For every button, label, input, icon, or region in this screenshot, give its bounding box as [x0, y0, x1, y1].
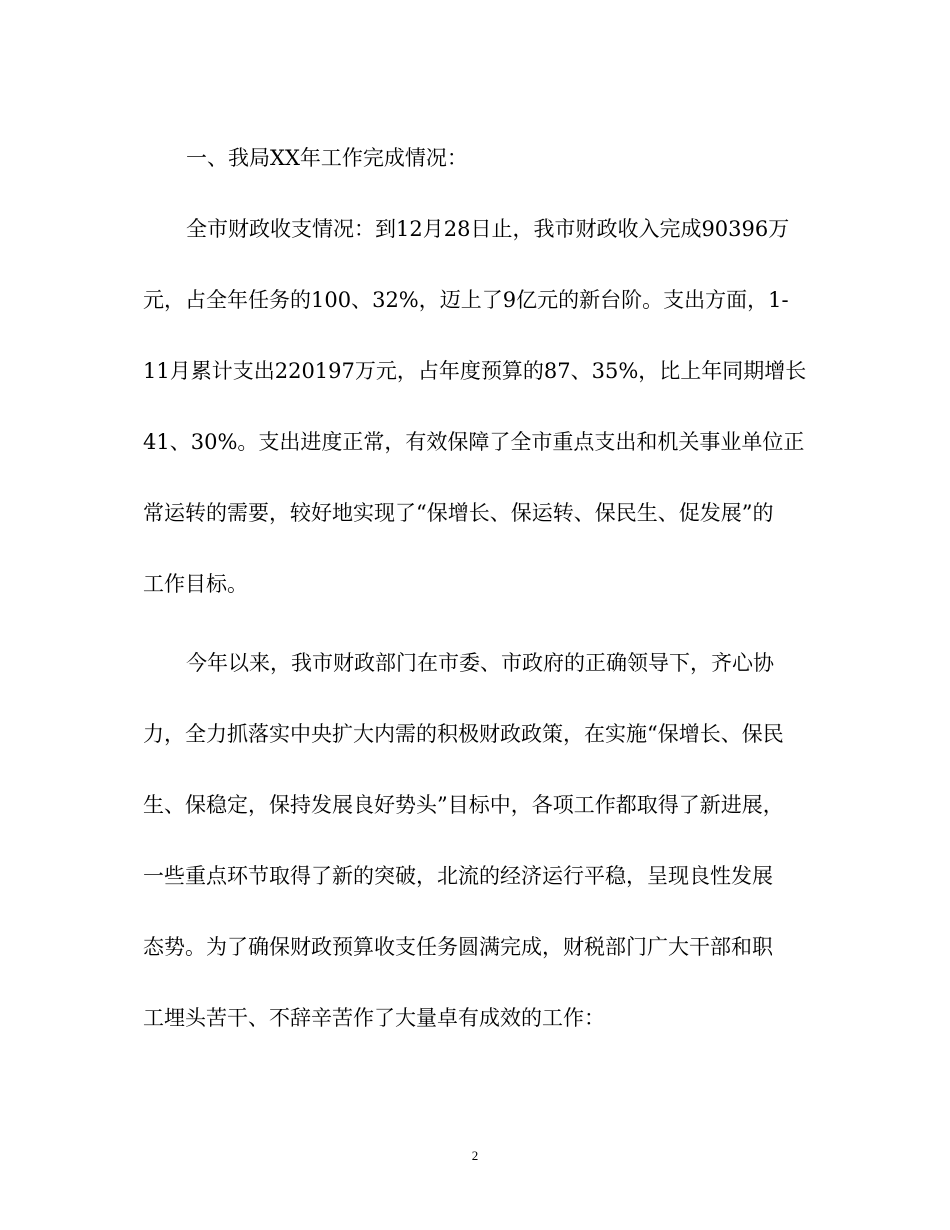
section-heading: 一、我局XX年工作完成情况：: [186, 146, 468, 170]
page-number: 2: [471, 1148, 479, 1163]
paragraph-line: 态势。为了确保财政预算收支任务圆满完成，财税部门广大干部和职: [143, 935, 773, 959]
paragraph-line: 一些重点环节取得了新的突破，北流的经济运行平稳，呈现良性发展: [143, 864, 773, 888]
paragraph-line: 生、保稳定，保持发展良好势头”目标中，各项工作都取得了新进展，: [143, 793, 784, 817]
paragraph-line: 11月累计支出220197万元，占年度预算的87、35%，比上年同期增长: [143, 359, 807, 383]
paragraph-line: 今年以来，我市财政部门在市委、市政府的正确领导下，齐心协: [186, 651, 774, 675]
paragraph-line: 工埋头苦干、不辞辛苦作了大量卓有成效的工作：: [143, 1006, 605, 1030]
paragraph-line: 41、30%。支出进度正常，有效保障了全市重点支出和机关事业单位正: [143, 430, 805, 454]
paragraph-line: 元，占全年任务的100、32%，迈上了9亿元的新台阶。支出方面，1-: [143, 288, 789, 312]
paragraph-line: 力，全力抓落实中央扩大内需的积极财政政策，在实施“保增长、保民: [143, 722, 784, 746]
paragraph-line: 工作目标。: [143, 572, 248, 596]
paragraph-line: 常运转的需要，较好地实现了“保增长、保运转、保民生、促发展”的: [143, 501, 774, 525]
paragraph-line: 全市财政收支情况：到12月28日止，我市财政收入完成90396万: [186, 217, 790, 241]
